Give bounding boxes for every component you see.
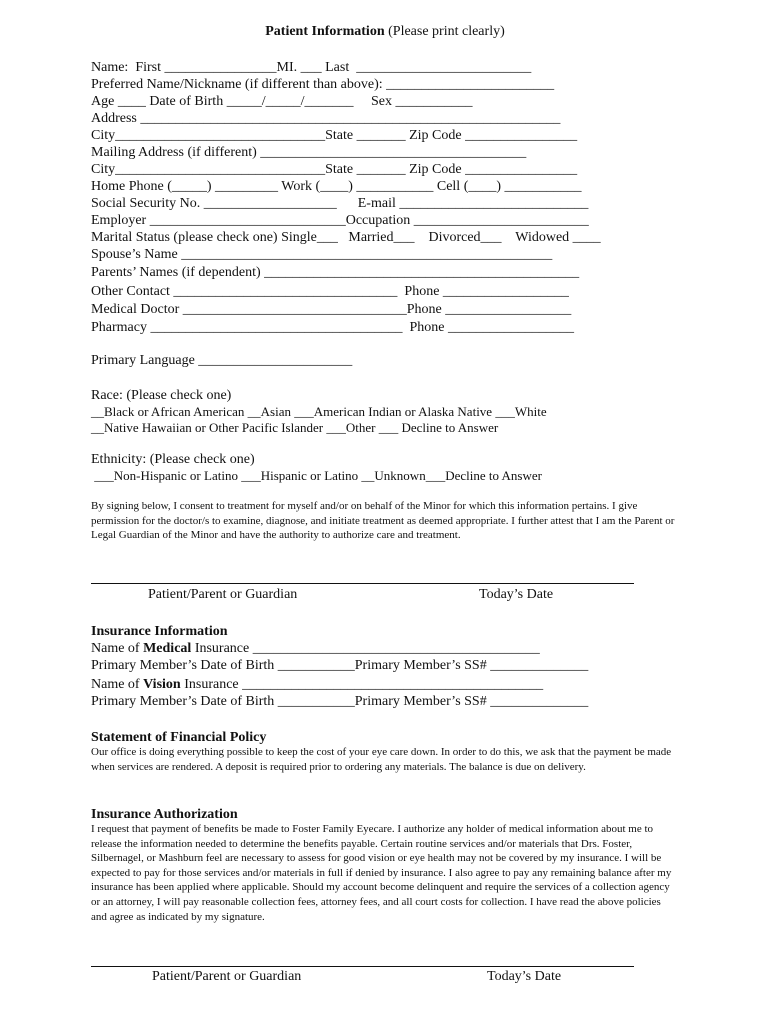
race-heading: Race: (Please check one) (91, 388, 232, 403)
signature-label-date-2: Today’s Date (487, 969, 562, 984)
form-title (0, 24, 770, 40)
field-medical-insurance[interactable] (91, 640, 540, 657)
field-primary-language[interactable]: Primary Language ______________________ (91, 353, 353, 368)
vision-insurance-post: Insurance ___________________________________________ (180, 677, 544, 692)
signature-label-patient-1: Patient/Parent or Guardian (148, 587, 298, 602)
race-options-line2[interactable]: __Native Hawaiian or Other Pacific Islander ___Other ___ Decline to Answer (91, 420, 499, 435)
medical-insurance-post: Insurance _________________________________________ (191, 641, 540, 656)
insurance-authorization-text: I request that payment of benefits be made to Foster Family Eyecare. I authorize any holder of medical information about me to release the information needed to determine the benefits payable. Certain routine services and/or materials that Drs. Foster, Silbernagel, or Mashburn feel are necessary to assess for good vision or eye health may not be covered by my insurance. I will be expected to pay for those services and/or materials in full if denied by insurance. I also agree to pay any remaining balance after my insurance has been applied where applicable. Should my account become delinquent and require the services of a collection agency or an attorney, I will pay reasonable collection fees, attorney fees, and all court costs for collection. I have read the above policies and agree as indicated by my signature. (91, 823, 672, 923)
signature-line-2[interactable] (91, 966, 634, 967)
ethnicity-options[interactable]: ___Non-Hispanic or Latino ___Hispanic or Latino __Unknown___Decline to Answer (91, 468, 542, 483)
field-pharmacy[interactable]: Pharmacy ____________________________________ Phone __________________ (91, 320, 574, 335)
field-medical-doctor[interactable]: Medical Doctor ________________________________Phone __________________ (91, 302, 572, 317)
field-mailing-address[interactable]: Mailing Address (if different) ______________________________________ (91, 145, 527, 160)
ethnicity-heading: Ethnicity: (Please check one) (91, 452, 255, 467)
financial-policy-heading: Statement of Financial Policy (91, 730, 267, 745)
insurance-authorization-heading: Insurance Authorization (91, 807, 238, 822)
insurance-heading: Insurance Information (91, 624, 228, 639)
field-mailing-city-state-zip[interactable]: City______________________________State _______ Zip Code ________________ (91, 162, 578, 177)
signature-label-date-1: Today’s Date (479, 587, 554, 602)
form-title-note: (Please print clearly) (384, 24, 505, 39)
field-medical-member-dob-ss[interactable]: Primary Member’s Date of Birth ___________Primary Member’s SS# ______________ (91, 658, 589, 673)
consent-paragraph: By signing below, I consent to treatment for myself and/or on behalf of the Minor for which this information pertains. I give permission for the doctor/s to examine, diagnose, and initiate treatment as deemed appropriate. I further attest that I am the Parent or Legal Guardian of the Minor and have the authority to authorize care and treatment. (91, 500, 675, 542)
field-marital-status[interactable]: Marital Status (please check one) Single___ Married___ Divorced___ Widowed ____ (91, 230, 601, 245)
medical-insurance-pre: Name of (91, 641, 144, 656)
financial-policy-text: Our office is doing everything possible to keep the cost of your eye care down. In order to do this, we ask that the payment be made when services are rendered. A deposit is required prior to ordering any materials. The balance is due on delivery. (91, 746, 672, 773)
race-options-line1[interactable]: __Black or African American __Asian ___American Indian or Alaska Native ___White (91, 404, 547, 419)
field-city-state-zip[interactable]: City______________________________State _______ Zip Code ________________ (91, 128, 578, 143)
field-vision-member-dob-ss[interactable]: Primary Member’s Date of Birth ___________Primary Member’s SS# ______________ (91, 694, 589, 709)
signature-label-patient-2: Patient/Parent or Guardian (152, 969, 302, 984)
field-ssn-email[interactable]: Social Security No. ___________________ E-mail ___________________________ (91, 196, 589, 211)
vision-insurance-bold: Vision (143, 677, 181, 692)
medical-insurance-bold: Medical (143, 641, 192, 656)
field-name[interactable]: Name: First ________________MI. ___ Last _________________________ (91, 60, 532, 75)
field-employer-occupation[interactable]: Employer ____________________________Occupation _________________________ (91, 213, 589, 228)
field-phones[interactable]: Home Phone (_____) _________ Work (____) ___________ Cell (____) ___________ (91, 179, 582, 194)
vision-insurance-pre: Name of (91, 677, 144, 692)
field-address[interactable]: Address ____________________________________________________________ (91, 111, 561, 126)
field-vision-insurance[interactable] (91, 676, 543, 693)
field-preferred-name[interactable]: Preferred Name/Nickname (if different than above): ________________________ (91, 77, 555, 92)
form-title-bold: Patient Information (265, 24, 385, 39)
field-spouse-name[interactable]: Spouse’s Name _____________________________________________________ (91, 247, 553, 262)
field-age-dob-sex[interactable]: Age ____ Date of Birth _____/_____/_______ Sex ___________ (91, 94, 473, 109)
field-parents-names[interactable]: Parents’ Names (if dependent) _____________________________________________ (91, 265, 580, 280)
signature-line-1[interactable] (91, 583, 634, 584)
field-other-contact[interactable]: Other Contact ________________________________ Phone __________________ (91, 284, 569, 299)
